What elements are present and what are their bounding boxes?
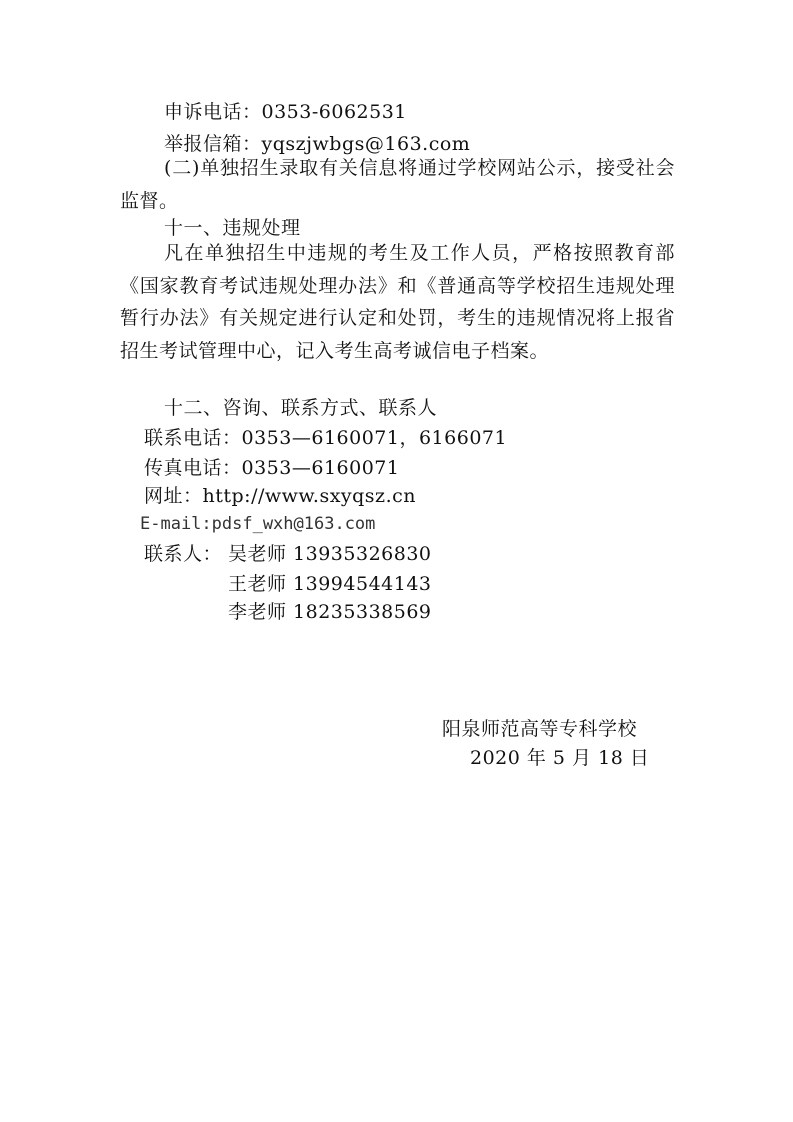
contact-person-1: 吴老师 13935326830 bbox=[228, 543, 432, 565]
signature-school: 阳泉师范高等专科学校 bbox=[442, 718, 638, 740]
item-two-paragraph: (二)单独招生录取有关信息将通过学校网站公示，接受社会监督。 bbox=[120, 157, 675, 212]
contact-phone: 联系电话：0353—6160071，6166071 bbox=[144, 427, 508, 449]
contact-person-2: 王老师 13994544143 bbox=[228, 573, 432, 595]
complaint-phone: 申诉电话：0353-6062531 bbox=[164, 101, 407, 123]
section-12-title: 十二、咨询、联系方式、联系人 bbox=[164, 397, 438, 419]
report-email: 举报信箱：yqszjwbgs@163.com bbox=[164, 133, 471, 155]
contact-fax: 传真电话：0353—6160071 bbox=[144, 457, 400, 479]
signature-date: 2020 年 5 月 18 日 bbox=[470, 747, 650, 769]
contact-website: 网址：http://www.sxyqsz.cn bbox=[144, 485, 416, 507]
section-11-body: 凡在单独招生中违规的考生及工作人员，严格按照教育部《国家教育考试违规处理办法》和《普通高等学校招生违规处理暂行办法》有关规定进行认定和处罚，考生的违规情况将上报省招生考试管理中心，记入考生高考诚信电子档案。 bbox=[120, 242, 675, 362]
contact-email: E-mail:pdsf_wxh@163.com bbox=[140, 514, 376, 534]
contact-person-3: 李老师 18235338569 bbox=[228, 601, 432, 623]
section-11-title: 十一、违规处理 bbox=[164, 217, 301, 239]
contact-people-label: 联系人： bbox=[144, 543, 223, 565]
